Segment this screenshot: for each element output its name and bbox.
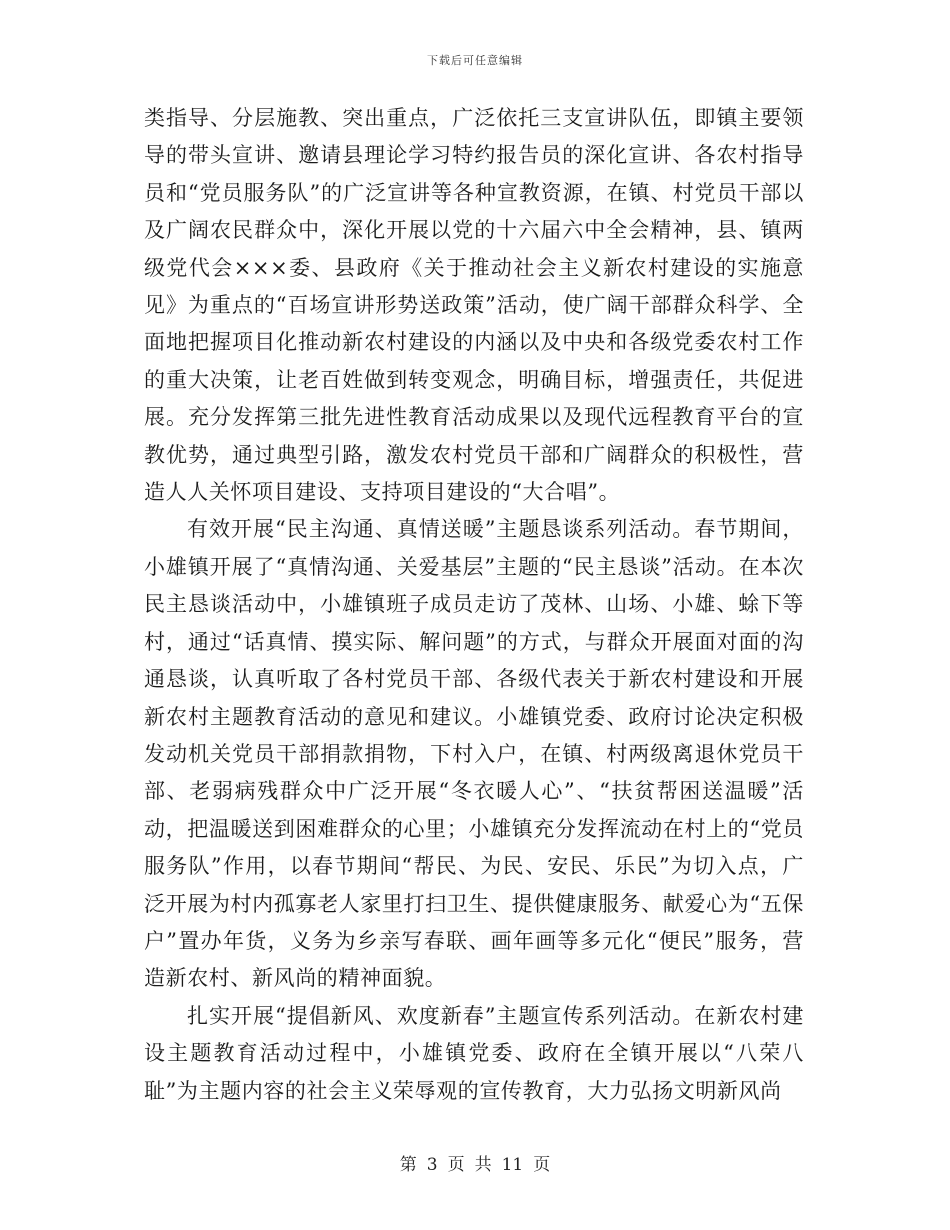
paragraph-2: 有效开展“民主沟通、真情送暖”主题恳谈系列活动。春节期间，小雄镇开展了“真情沟通、关爱基层”主题的“民主恳谈”活动。在本次民主恳谈活动中，小雄镇班子成员走访了茂林、山场、小雄、蜍下等村，通过“话真情、摸实际、解问题”的方式，与群众开展面对面的沟通恳谈，认真听取了各村党员干部、各级代表关于新农村建设和开展新农村主题教育活动的意见和建议。小雄镇党委、政府讨论决定积极发动机关党员干部捐款捐物，下村入户，在镇、村两级离退休党员干部、老弱病残群众中广泛开展“冬衣暖人心”、“扶贫帮困送温暖”活动，把温暖送到困难群众的心里；小雄镇充分发挥流动在村上的“党员服务队”作用，以春节期间“帮民、为民、安民、乐民”为切入点，广泛开展为村内孤寡老人家里打扫卫生、提供健康服务、献爱心为“五保户”置办年货，义务为乡亲写春联、画年画等多元化“便民”服务，营造新农村、新风尚的精神面貌。 (144, 517, 804, 991)
paragraph-3: 扎实开展“提倡新风、欢度新春”主题宣传系列活动。在新农村建设主题教育活动过程中，小雄镇党委、政府在全镇开展以“八荣八耻”为主题内容的社会主义荣辱观的宣传教育，大力弘扬文明新风尚 (144, 1003, 804, 1103)
current-page-number: 3 (426, 1155, 438, 1175)
footer-page-word: 页 (447, 1155, 465, 1175)
paragraph-1: 类指导、分层施教、突出重点，广泛依托三支宣讲队伍，即镇主要领导的带头宣讲、邀请县理论学习特约报告员的深化宣讲、各农村指导员和“党员服务队”的广泛宣讲等各种宣教资源，在镇、村党员干部以及广阔农民群众中，深化开展以党的十六届六中全会精神，县、镇两级党代会×××委、县政府《关于推动社会主义新农村建设的实施意见》为重点的“百场宣讲形势送政策”活动，使广阔干部群众科学、全面地把握项目化推动新农村建设的内涵以及中央和各级党委农村工作的重大决策，让老百姓做到转变观念，明确目标，增强责任，共促进展。充分发挥第三批先进性教育活动成果以及现代远程教育平台的宣教优势，通过典型引路，激发农村党员干部和广阔群众的积极性，营造人人关怀项目建设、支持项目建设的“大合唱”。 (144, 106, 804, 505)
footer-total-word: 共 (474, 1155, 492, 1175)
page-header-note: 下载后可任意编辑 (427, 54, 523, 67)
document-body (144, 100, 804, 1110)
total-page-count: 11 (501, 1155, 524, 1175)
footer-suffix: 页 (533, 1155, 551, 1175)
page-number-footer (0, 1150, 950, 1175)
footer-prefix: 第 (399, 1155, 417, 1175)
